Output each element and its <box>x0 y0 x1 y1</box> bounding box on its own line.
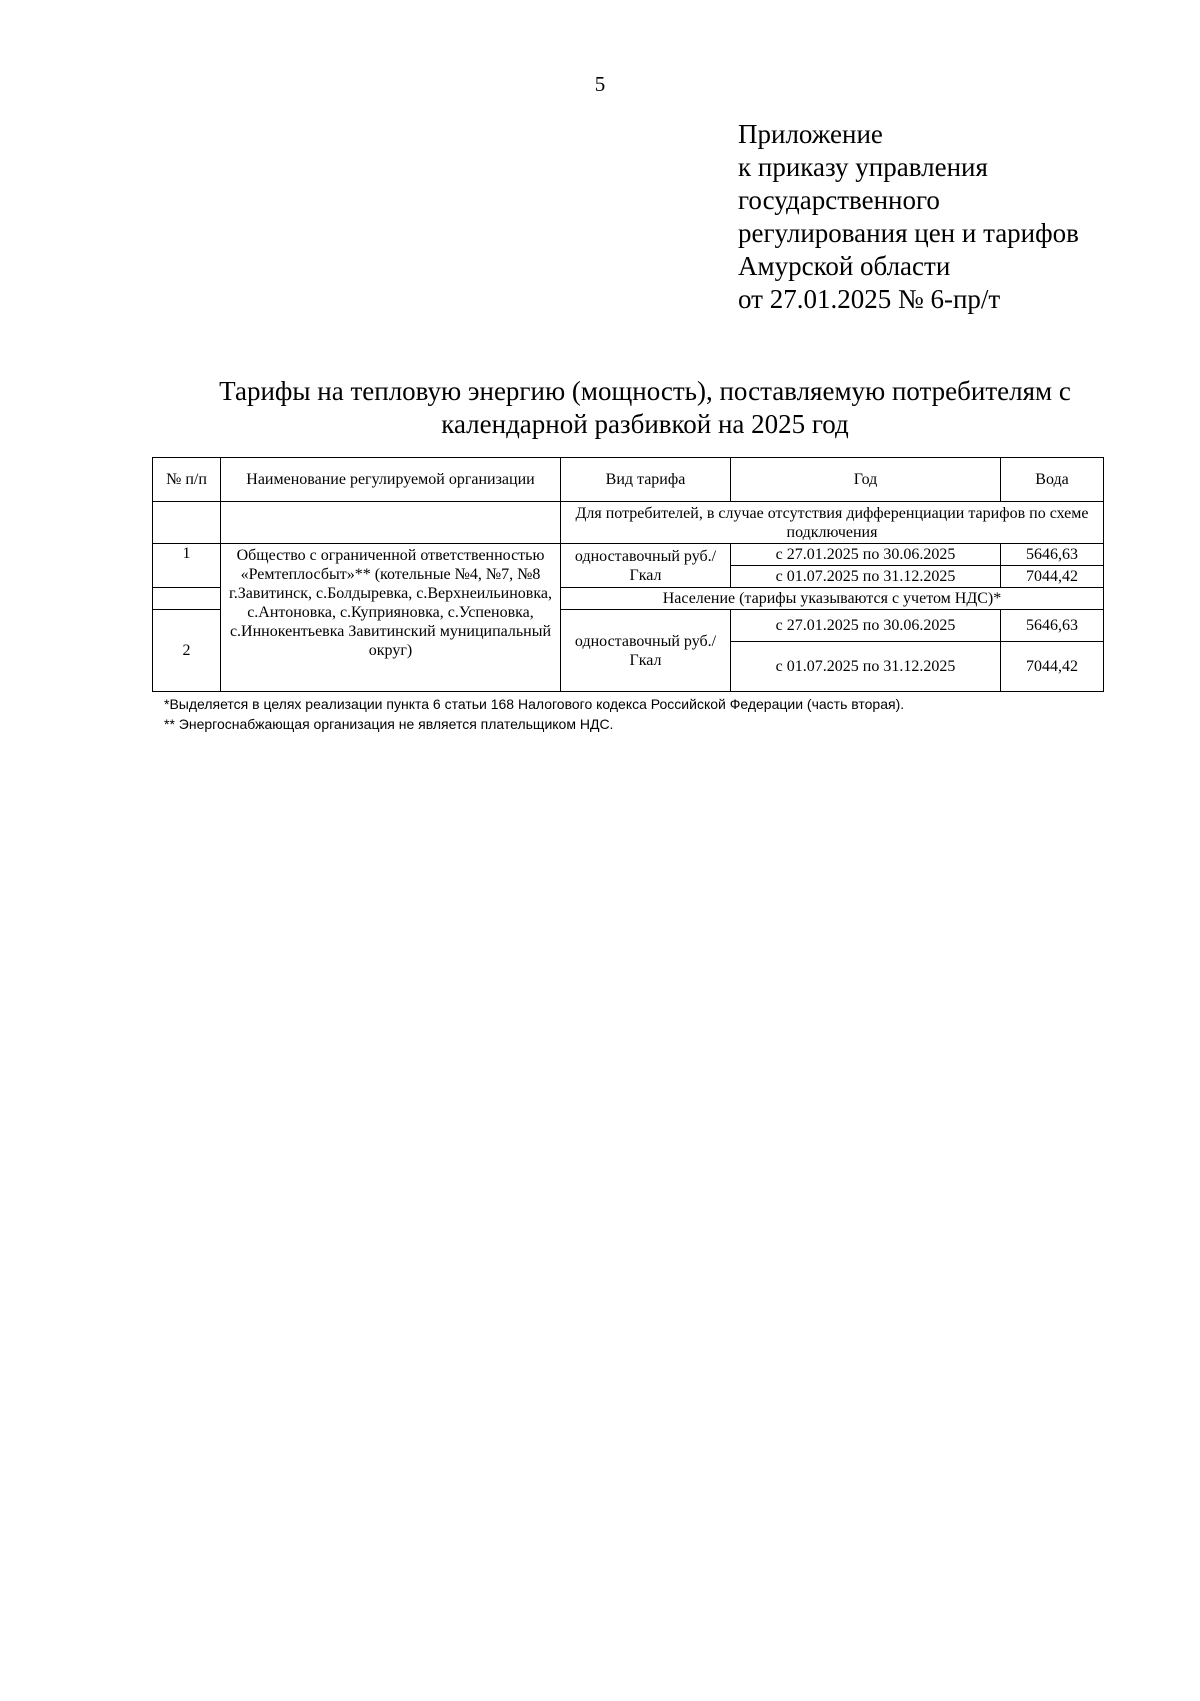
appendix-line: государственного <box>738 185 940 215</box>
row-number: 2 <box>153 610 221 692</box>
period-cell: с 27.01.2025 по 30.06.2025 <box>731 544 1001 566</box>
value-cell: 5646,63 <box>1001 610 1104 642</box>
appendix-line: регулирования цен и тарифов <box>738 218 1079 248</box>
period-cell: с 27.01.2025 по 30.06.2025 <box>731 610 1001 642</box>
value-cell: 7044,42 <box>1001 642 1104 692</box>
tariff-table <box>152 457 1104 692</box>
empty-cell <box>221 502 561 544</box>
appendix-line: от 27.01.2025 № 6-пр/т <box>738 284 1001 314</box>
document-title-line: календарной разбивкой на 2025 год <box>441 409 849 439</box>
table-section-row <box>153 502 1104 544</box>
organization-name: Общество с ограниченной ответственностью «Ремтеплосбыт»** (котельные №4, №7, №8 г.Завитинск, с.Болдыревка, с.Верхнеильиновка, с.Антоновка, с.Куприяновка, с.Успеновка, с.Иннокентьевка Завитинский муниципальный округ) <box>221 544 561 692</box>
empty-cell <box>153 588 221 610</box>
tariff-type: одноставочный руб./Гкал <box>561 544 731 588</box>
appendix-line: к приказу управления <box>738 152 988 182</box>
footnotes <box>164 694 1124 734</box>
header-year: Год <box>731 458 1001 502</box>
appendix-line: Амурской области <box>738 251 951 281</box>
header-num: № п/п <box>153 458 221 502</box>
footnote: ** Энергоснабжающая организация не является плательщиком НДС. <box>164 716 614 732</box>
section-heading: Для потребителей, в случае отсутствия дифференциации тарифов по схеме подключения <box>561 502 1104 544</box>
appendix-block <box>738 118 1158 316</box>
tariff-type: одноставочный руб./Гкал <box>561 610 731 692</box>
section-heading: Население (тарифы указываются с учетом НДС)* <box>561 588 1104 610</box>
period-cell: с 01.07.2025 по 31.12.2025 <box>731 642 1001 692</box>
table-row <box>153 544 1104 566</box>
value-cell: 7044,42 <box>1001 566 1104 588</box>
table-header-row <box>153 458 1104 502</box>
row-number: 1 <box>153 544 221 588</box>
empty-cell <box>153 502 221 544</box>
header-water: Вода <box>1001 458 1104 502</box>
appendix-line: Приложение <box>738 119 883 149</box>
page-number: 5 <box>594 72 606 96</box>
header-organization: Наименование регулируемой организации <box>221 458 561 502</box>
document-title <box>150 375 1140 441</box>
value-cell: 5646,63 <box>1001 544 1104 566</box>
document-title-line: Тарифы на тепловую энергию (мощность), поставляемую потребителям с <box>219 376 1071 406</box>
header-tariff-type: Вид тарифа <box>561 458 731 502</box>
period-cell: с 01.07.2025 по 31.12.2025 <box>731 566 1001 588</box>
footnote: *Выделяется в целях реализации пункта 6 статьи 168 Налогового кодекса Российской Федерации (часть вторая). <box>164 696 905 712</box>
